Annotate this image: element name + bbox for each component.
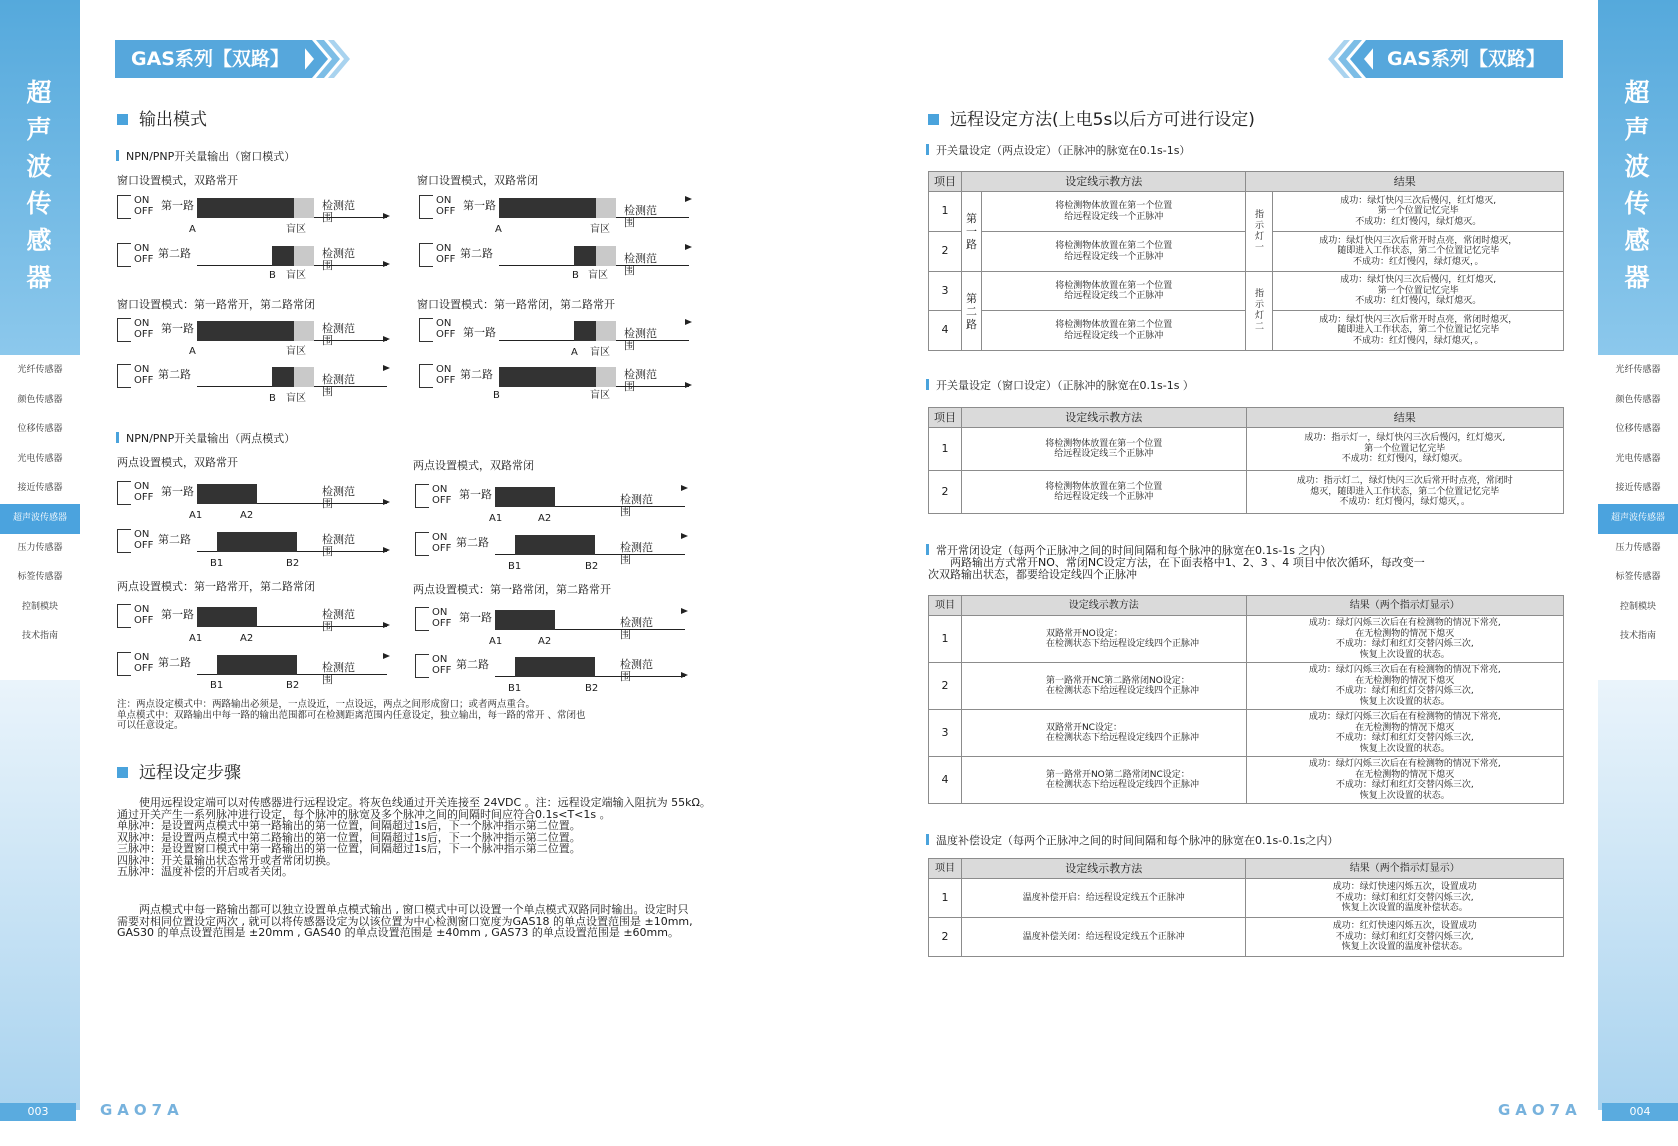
sidebar-item-fiber[interactable]: 光纤传感器 bbox=[17, 365, 63, 375]
timing-diagram: ON OFF 第二路 检测范围 bbox=[415, 654, 655, 680]
arrow-right-icon bbox=[383, 336, 390, 342]
page-number: 003 bbox=[0, 1103, 76, 1121]
sidebar-item-displacement[interactable]: 位移传感器 bbox=[17, 424, 63, 435]
arrow-right-icon bbox=[685, 196, 692, 202]
single-point-paragraph: 两点模式中每一路输出都可以独立设置单点模式输出 , 窗口模式中可以设置一个单点模式双路同时输出。设定时只 需要对相同位置设定两次 , 就可以将传感器设定为以该位置为中心检测窗口宽度为GAS18 的单点设置范围是 ±10mm, GAS30 的单点设置范围是 ±20mm , GAS40 的单点设置范围是 ±40mm , GAS73 的单点设置范围是 ±60mm。 bbox=[117, 903, 693, 939]
indicator-label: 指示灯二 bbox=[1246, 272, 1273, 351]
sidebar-item-control[interactable]: 控制模块 bbox=[1619, 601, 1656, 612]
table-row: 3 第二路 将检测物体放置在第一个位置 给远程设定线二个正脉冲 指示灯二 成功：绿灯快闪三次后慢闪，红灯熄灭, 第一个位置记忆完毕 不成功：红灯慢闪，绿灯熄灭。 bbox=[929, 272, 1564, 311]
no-nc-table bbox=[928, 595, 1564, 804]
timing-diagram: ON OFF 第一路 检测范围 bbox=[419, 195, 659, 221]
sidebar-title: 超 声 波 传 感 器 bbox=[26, 78, 54, 292]
diagram-title: 两点设置模式，双路常开 bbox=[117, 456, 238, 469]
table-header: 项目 设定线示教方法 结果 bbox=[929, 172, 1564, 192]
sidebar-nav bbox=[1598, 356, 1678, 652]
table-row: 1 将检测物体放置在第一个位置 给远程设定线三个正脉冲 成功：指示灯一，绿灯快闪三次后慢闪，红灯熄灭, 第一个位置记忆完毕 不成功：红灯慢闪，绿灯熄灭。 bbox=[929, 428, 1564, 471]
arrow-right-icon bbox=[383, 213, 390, 219]
table-row: 4 将检测物体放置在第二个位置 给远程设定线一个正脉冲 成功：绿灯快闪三次后常开时点亮，常闭时熄灭， 随即进入工作状态，第二个位置记忆完毕 不成功：红灯慢闪，绿灯熄灭，。 bbox=[929, 311, 1564, 351]
sidebar-item-fiber[interactable]: 光纤传感器 bbox=[1615, 365, 1661, 375]
timing-diagram: ON OFF 第二路 检测范围 bbox=[117, 652, 357, 678]
arrow-right-icon bbox=[681, 485, 688, 491]
sidebar-item-ultrasonic[interactable]: 超声波传感器 bbox=[1598, 504, 1678, 534]
table-row: 2 将检测物体放置在第二个位置 给远程设定线一个正脉冲 成功：指示灯二，绿灯快闪三次后常开时点亮，常闭时 熄灭，随即进入工作状态，第二个位置记忆完毕 不成功：红灯慢闪，绿灯熄灭，。 bbox=[929, 471, 1564, 514]
bullet-bar-icon bbox=[116, 150, 119, 161]
diagram-title: 窗口设置模式：第一路常闭，第二路常开 bbox=[417, 298, 615, 311]
table-header: 项目 设定线示教方法 结果（两个指示灯显示） bbox=[929, 859, 1564, 879]
table-row: 2 第一路常开NC第二路常闭NO设定： 在检测状态下给远程设定线四个正脉冲 成功：绿灯闪烁三次后在有检测物的情况下常亮, 在无检测物的情况下熄灭 不成功：绿灯和红灯交替闪烁三次, 恢复上次设置的状态。 bbox=[929, 663, 1564, 710]
sidebar-item-guide[interactable]: 技术指南 bbox=[21, 631, 58, 642]
timing-diagram: ON OFF 第一路 检测范围 bbox=[415, 484, 655, 510]
subheading-point: NPN/PNP开关量输出（两点模式） bbox=[116, 432, 295, 446]
sidebar-footer bbox=[1598, 680, 1678, 1110]
bullet-bar-icon bbox=[926, 379, 929, 390]
sidebar-nav bbox=[0, 356, 80, 652]
sidebar-item-pressure[interactable]: 压力传感器 bbox=[1615, 542, 1661, 553]
arrow-right-icon bbox=[383, 365, 390, 371]
no-nc-description: 两路输出方式常开NO、常闭NC设定方法，在下面表格中1、2、3 、4 项目中依次循环，每改变一 次双路输出状态，都要给设定线四个正脉冲 bbox=[928, 556, 1425, 581]
chevron-left-icon bbox=[1326, 40, 1380, 78]
channel-label: 第一路 bbox=[961, 192, 981, 272]
table-title: 温度补偿设定（每两个正脉冲之间的时间间隔和每个脉冲的脉宽在0.1s-0.1s之内） bbox=[926, 834, 1338, 848]
bullet-bar-icon bbox=[926, 144, 929, 155]
table-title: 开关量设定（窗口设定）（正脉冲的脉宽在0.1s-1s ） bbox=[926, 379, 1194, 393]
diagram-title: 两点设置模式，双路常闭 bbox=[413, 459, 534, 472]
arrow-right-icon bbox=[681, 608, 688, 614]
timing-diagram: ON OFF 第一路 检测范围 bbox=[117, 604, 357, 630]
brand-logo: GAO7A bbox=[1498, 1101, 1582, 1119]
timing-diagram: ON OFF 第一路 检测范围 bbox=[415, 607, 655, 633]
bullet-bar-icon bbox=[926, 834, 929, 845]
right-sidebar bbox=[1598, 0, 1678, 1146]
sidebar-item-control[interactable]: 控制模块 bbox=[21, 601, 58, 612]
sidebar-item-label[interactable]: 标签传感器 bbox=[17, 572, 63, 583]
table-row: 2 温度补偿关闭：给远程设定线五个正脉冲 成功：红灯快速闪烁五次，设置成功 不成功：绿灯和红灯交替闪烁三次, 恢复上次设置的温度补偿状态。 bbox=[929, 918, 1564, 957]
arrow-right-icon bbox=[383, 622, 390, 628]
subheading-window: NPN/PNP开关量输出（窗口模式） bbox=[116, 150, 295, 164]
remote-steps-paragraph: 使用远程设定端可以对传感器进行远程设定。将灰色线通过开关连接至 24VDC 。注：远程设定端输入阻抗为 55kΩ。 通过开关产生一系列脉冲进行设定，每个脉冲的脉宽及多个脉冲之间的间隔时间应符合0.1s<T<1s 。 单脉冲：是设置两点模式中第一路输出的第一位置，间隔超过1s后，下一个脉冲指示第二位置。 双脉冲：是设置两点模式中第二路输出的第一位置，间隔超过1s后，下一个脉冲指示第二位置。 三脉冲：是设置窗口模式中第一路输出的第一位置，间隔超过1s后，下一个脉冲指示第二位置。 四脉冲：开关量输出状态常开或者常闭切换。 五脉冲：温度补偿的开启或者关闭。 bbox=[117, 796, 711, 878]
bullet-bar-icon bbox=[926, 544, 929, 555]
diagram-title: 两点设置模式：第一路常开，第二路常闭 bbox=[117, 580, 315, 593]
table-header: 项目 设定线示教方法 结果（两个指示灯显示） bbox=[929, 596, 1564, 616]
arrow-right-icon bbox=[685, 319, 692, 325]
timing-diagram: ON OFF 第二路 检测范围 bbox=[117, 243, 357, 269]
table-title: 常开常闭设定（每两个正脉冲之间的时间间隔和每个脉冲的脉宽在0.1s-1s 之内） bbox=[926, 544, 1331, 558]
sidebar-item-guide[interactable]: 技术指南 bbox=[1619, 631, 1656, 642]
sidebar-item-proximity[interactable]: 接近传感器 bbox=[1615, 483, 1661, 494]
indicator-label: 指示灯一 bbox=[1246, 192, 1273, 272]
chevron-right-icon bbox=[298, 40, 352, 78]
section-heading-remote-method: 远程设定方法(上电5s以后方可进行设定) bbox=[928, 110, 1255, 130]
sidebar-title: 超 声 波 传 感 器 bbox=[1624, 78, 1652, 292]
bullet-square-icon bbox=[117, 767, 128, 778]
table-row: 4 第一路常开NO第二路常闭NC设定： 在检测状态下给远程设定线四个正脉冲 成功：绿灯闪烁三次后在有检测物的情况下常亮, 在无检测物的情况下熄灭 不成功：绿灯和红灯交替闪烁三次, 恢复上次设置的状态。 bbox=[929, 757, 1564, 804]
diagram-title: 两点设置模式：第一路常闭，第二路常开 bbox=[413, 583, 611, 596]
sidebar-item-ultrasonic[interactable]: 超声波传感器 bbox=[0, 504, 80, 534]
series-banner-right: GAS系列【双路】 bbox=[1373, 40, 1563, 78]
sidebar-item-color[interactable]: 颜色传感器 bbox=[1615, 394, 1661, 405]
timing-diagram: ON OFF 第二路 检测范围 bbox=[415, 532, 655, 558]
arrow-right-icon bbox=[685, 244, 692, 250]
bullet-square-icon bbox=[928, 114, 939, 125]
sidebar-item-color[interactable]: 颜色传感器 bbox=[17, 394, 63, 405]
two-point-table bbox=[928, 171, 1564, 351]
table-row: 1 双路常开NO设定： 在检测状态下给远程设定线四个正脉冲 成功：绿灯闪烁三次后在有检测物的情况下常亮, 在无检测物的情况下熄灭 不成功：绿灯和红灯交替闪烁三次, 恢复上次设置的状态。 bbox=[929, 616, 1564, 663]
timing-diagram: ON OFF 第一路 检测范围 bbox=[117, 318, 357, 344]
page-number: 004 bbox=[1602, 1103, 1678, 1121]
window-table bbox=[928, 407, 1564, 514]
arrow-right-icon bbox=[681, 672, 688, 678]
diagram-title: 窗口设置模式：第一路常开，第二路常闭 bbox=[117, 298, 315, 311]
sidebar-item-photoelectric[interactable]: 光电传感器 bbox=[17, 453, 63, 464]
table-header: 项目 设定线示教方法 结果 bbox=[929, 408, 1564, 428]
sidebar-item-pressure[interactable]: 压力传感器 bbox=[17, 542, 63, 553]
timing-diagram: ON OFF 第二路 检测范围 bbox=[117, 364, 357, 390]
arrow-right-icon bbox=[383, 547, 390, 553]
temperature-table bbox=[928, 858, 1564, 957]
timing-diagram: ON OFF 第二路 检测范围 bbox=[419, 364, 659, 390]
arrow-right-icon bbox=[383, 499, 390, 505]
timing-diagram: ON OFF 第二路 检测范围 bbox=[419, 243, 659, 269]
arrow-right-icon bbox=[383, 261, 390, 267]
timing-diagram: ON OFF 第一路 检测范围 bbox=[117, 481, 357, 507]
diagram-title: 窗口设置模式，双路常闭 bbox=[417, 174, 538, 187]
arrow-right-icon bbox=[685, 382, 692, 388]
table-row: 1 温度补偿开启：给远程设定线五个正脉冲 成功：绿灯快速闪烁五次，设置成功 不成功：绿灯和红灯交替闪烁三次, 恢复上次设置的温度补偿状态。 bbox=[929, 879, 1564, 918]
timing-diagram: ON OFF 第一路 检测范围 bbox=[117, 195, 357, 221]
sidebar-item-displacement[interactable]: 位移传感器 bbox=[1615, 424, 1661, 435]
timing-diagram: ON OFF 第二路 检测范围 bbox=[117, 529, 357, 555]
left-sidebar bbox=[0, 0, 80, 1146]
bullet-square-icon bbox=[117, 114, 128, 125]
timing-diagram: ON OFF 第一路 检测范围 bbox=[419, 318, 659, 344]
table-row: 1 第一路 将检测物体放置在第一个位置 给远程设定线一个正脉冲 指示灯一 成功：绿灯快闪三次后慢闪，红灯熄灭, 第一个位置记忆完毕 不成功：红灯慢闪，绿灯熄灭。 bbox=[929, 192, 1564, 232]
section-heading-remote-steps: 远程设定步骤 bbox=[117, 763, 241, 783]
table-row: 3 双路常开NC设定： 在检测状态下给远程设定线四个正脉冲 成功：绿灯闪烁三次后在有检测物的情况下常亮, 在无检测物的情况下熄灭 不成功：绿灯和红灯交替闪烁三次, 恢复上次设置的状态。 bbox=[929, 710, 1564, 757]
table-row: 2 将检测物体放置在第二个位置 给远程设定线一个正脉冲 成功：绿灯快闪三次后常开时点亮，常闭时熄灭， 随即进入工作状态，第二个位置记忆完毕 不成功：红灯慢闪，绿灯熄灭，。 bbox=[929, 232, 1564, 272]
table-title: 开关量设定（两点设定）（正脉冲的脉宽在0.1s-1s） bbox=[926, 144, 1190, 158]
bullet-bar-icon bbox=[116, 432, 119, 443]
diagram-title: 窗口设置模式，双路常开 bbox=[117, 174, 238, 187]
brand-logo: GAO7A bbox=[100, 1101, 184, 1119]
sidebar-item-photoelectric[interactable]: 光电传感器 bbox=[1615, 453, 1661, 464]
arrow-right-icon bbox=[681, 533, 688, 539]
sidebar-item-proximity[interactable]: 接近传感器 bbox=[17, 483, 63, 494]
sidebar-item-label[interactable]: 标签传感器 bbox=[1615, 572, 1661, 583]
channel-label: 第二路 bbox=[961, 272, 981, 351]
series-banner-left: GAS系列【双路】 bbox=[115, 40, 305, 78]
arrow-right-icon bbox=[383, 653, 390, 659]
diagram-note: 注：两点设定模式中：两路输出必须是，一点设近，一点设远，两点之间形成窗口；或者两点重合。 单点模式中：双路输出中每一路的输出范围都可在检测距离范围内任意设定，独立输出，每一路的常开 、常闭也 可以任意设定。 bbox=[117, 699, 586, 731]
sidebar-footer bbox=[0, 680, 80, 1110]
section-heading-output: 输出模式 bbox=[117, 110, 207, 130]
